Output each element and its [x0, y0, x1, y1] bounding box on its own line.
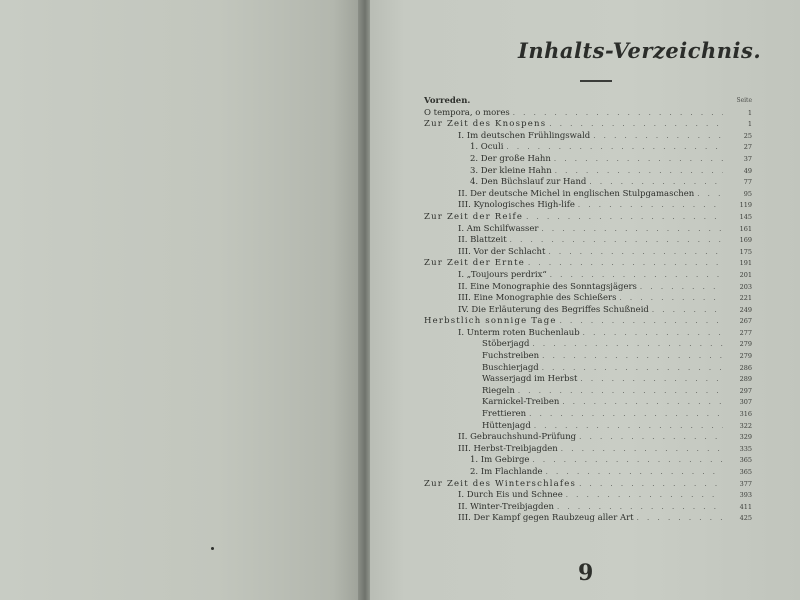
- toc-entry-page: 161: [739, 224, 752, 233]
- toc-entry: [424, 189, 752, 201]
- toc-leader-dots: [579, 433, 723, 441]
- toc-leader-dots: [526, 213, 723, 221]
- toc-leader-dots: [589, 178, 723, 186]
- toc-leader-dots: [550, 271, 723, 279]
- toc-title: Inhalts-Verzeichnis.: [518, 38, 762, 63]
- toc-leader-dots: [532, 340, 723, 348]
- toc-leader-dots: [529, 410, 723, 418]
- toc-entry-page: 377: [739, 479, 752, 488]
- toc-entry: [424, 386, 752, 398]
- toc-entry: [424, 479, 752, 491]
- toc-leader-dots: [542, 352, 723, 360]
- toc-leader-dots: [546, 468, 723, 476]
- toc-leader-dots: [542, 364, 723, 372]
- toc-entry: [424, 166, 752, 178]
- toc-entry-title: Stöberjagd: [482, 339, 530, 350]
- toc-leader-dots: [640, 283, 723, 291]
- toc-entry-title: O tempora, o mores: [424, 107, 510, 118]
- toc-entry-title: III. Kynologisches High-life: [458, 200, 575, 211]
- toc-entry-page: 191: [739, 259, 752, 268]
- toc-entry: [424, 305, 752, 317]
- toc-entry-page: 77: [743, 178, 752, 187]
- toc-entry-page: 249: [739, 305, 752, 314]
- toc-entry-title: Riegeln: [482, 385, 515, 396]
- toc-entry-title: Zur Zeit des Knospens: [424, 119, 547, 130]
- toc-entry: [424, 467, 752, 479]
- toc-entry-title: Frettieren: [482, 409, 527, 420]
- toc-entry: [424, 455, 752, 467]
- toc-leader-dots: [513, 109, 723, 117]
- toc-leader-dots: [583, 329, 723, 337]
- toc-leader-dots: [619, 294, 723, 302]
- toc-leader-dots: [506, 143, 723, 151]
- toc-leader-dots: [637, 514, 723, 522]
- toc-leader-dots: [528, 259, 723, 267]
- toc-entry-title: 3. Der kleine Hahn: [470, 165, 552, 176]
- paper-speck: [211, 547, 214, 550]
- toc-entry-page: 267: [739, 317, 752, 326]
- toc-leader-dots: [561, 445, 723, 453]
- toc-entry-page: 316: [739, 410, 752, 419]
- toc-entry: [424, 270, 752, 282]
- toc-entry-page: 279: [739, 340, 752, 349]
- toc-entry-title: II. Blattzeit: [458, 235, 507, 246]
- toc-entry: [424, 316, 752, 328]
- toc-entry-page: 393: [739, 491, 752, 500]
- toc-leader-dots: [555, 167, 723, 175]
- toc-leader-dots: [557, 503, 723, 511]
- toc-leader-dots: [532, 456, 723, 464]
- toc-entry: [424, 421, 752, 433]
- toc-entry-page: 289: [739, 375, 752, 384]
- toc-entry: [424, 96, 752, 108]
- toc-entry-title: 1. Im Gebirge: [470, 455, 530, 466]
- toc-entry-title: 2. Der große Hahn: [470, 153, 551, 164]
- toc-entry: [424, 224, 752, 236]
- toc-entry-page: 279: [739, 352, 752, 361]
- toc-entry-page: 175: [739, 247, 752, 256]
- left-page: [0, 0, 362, 600]
- toc-entry-page: 307: [739, 398, 752, 407]
- page-column-header: Seite: [736, 97, 752, 104]
- toc-leader-dots: [697, 190, 723, 198]
- toc-entry-page: 201: [739, 270, 752, 279]
- toc-entry-page: 286: [739, 363, 752, 372]
- toc-entry-title: III. Herbst-Treibjagden: [458, 443, 558, 454]
- toc-entry-page: 27: [743, 143, 752, 152]
- toc-entry-title: Vorreden.: [424, 96, 471, 106]
- toc-entry-title: 2. Im Flachlande: [470, 467, 543, 477]
- toc-leader-dots: [554, 155, 723, 163]
- toc-entry-page: 329: [739, 433, 752, 442]
- toc-entry-title: IV. Die Erläuterung des Begriffes Schußneid: [458, 304, 649, 315]
- toc-entry: [424, 235, 752, 247]
- toc-entry: [424, 142, 752, 154]
- toc-entry-title: Hüttenjagd: [482, 420, 531, 431]
- toc-entry: [424, 363, 752, 375]
- toc-entry: [424, 108, 752, 120]
- toc-entry: [424, 131, 752, 143]
- toc-entry: [424, 282, 752, 294]
- toc-entry-page: 37: [743, 154, 752, 163]
- toc-entry-title: I. Am Schilfwasser: [458, 223, 539, 234]
- title-ornament-rule: [580, 80, 612, 82]
- toc-entry-title: Karnickel-Treiben: [482, 397, 560, 408]
- toc-entry: [424, 444, 752, 456]
- toc-entry-title: I. „Toujours perdrix“: [458, 269, 547, 280]
- toc-entry-page: 119: [739, 201, 752, 210]
- toc-leader-dots: [578, 201, 723, 209]
- toc-entry-page: 221: [739, 294, 752, 303]
- toc-entry-title: II. Gebrauchshund-Prüfung: [458, 432, 577, 443]
- toc-entry-page: 1: [747, 108, 752, 117]
- toc-leader-dots: [562, 398, 723, 406]
- toc-entry-title: 1. Oculi: [470, 142, 504, 153]
- toc-entry-page: 25: [743, 131, 752, 140]
- toc-leader-dots: [518, 387, 723, 395]
- toc-entry-page: 365: [739, 468, 752, 476]
- toc-entry: [424, 397, 752, 409]
- toc-entry: [424, 119, 752, 131]
- toc-entry: [424, 339, 752, 351]
- toc-entry: [424, 154, 752, 166]
- toc-entry: [424, 247, 752, 259]
- toc-leader-dots: [652, 306, 723, 314]
- toc-entry: [424, 374, 752, 386]
- toc-entry-title: 4. Den Büchslauf zur Hand: [470, 177, 587, 188]
- toc-entry-title: III. Eine Monographie des Schießers: [458, 293, 617, 304]
- table-of-contents: [424, 96, 752, 525]
- toc-entry-title: Zur Zeit des Winterschlafes: [424, 478, 577, 489]
- toc-leader-dots: [579, 480, 723, 488]
- toc-leader-dots: [566, 491, 723, 499]
- toc-entry-title: II. Der deutsche Michel in englischen Stulpgamaschen: [458, 188, 695, 199]
- toc-entry-title: I. Durch Eis und Schnee: [458, 490, 563, 501]
- toc-entry-title: II. Winter-Treibjagden: [458, 501, 554, 512]
- toc-entry-title: Herbstlich sonnige Tage: [424, 316, 557, 327]
- toc-entry-page: 145: [739, 212, 752, 221]
- toc-entry-page: 203: [739, 282, 752, 291]
- toc-entry-title: Fuchstreiben: [482, 351, 540, 362]
- toc-leader-dots: [548, 248, 723, 256]
- toc-entry-page: 322: [739, 421, 752, 430]
- signature-mark: 9: [578, 560, 594, 586]
- toc-entry: [424, 293, 752, 305]
- toc-entry: [424, 490, 752, 502]
- toc-entry-title: I. Im deutschen Frühlingswald: [458, 130, 591, 141]
- toc-entry: [424, 200, 752, 212]
- toc-entry-title: Buschierjagd: [482, 362, 539, 373]
- toc-entry: [424, 351, 752, 363]
- toc-leader-dots: [510, 236, 723, 244]
- toc-entry-page: 1: [747, 120, 752, 129]
- toc-entry-page: 169: [739, 236, 752, 245]
- toc-entry-page: 365: [739, 456, 752, 465]
- toc-entry-title: Wasserjagd im Herbst: [482, 374, 578, 385]
- toc-leader-dots: [541, 225, 723, 233]
- toc-entry-page: 297: [739, 386, 752, 395]
- toc-leader-dots: [593, 132, 723, 140]
- toc-entry: [424, 513, 752, 525]
- toc-entry-title: III. Der Kampf gegen Raubzeug aller Art: [458, 513, 634, 524]
- toc-entry: [424, 177, 752, 189]
- toc-entry: [424, 409, 752, 421]
- toc-entry-title: Zur Zeit der Ernte: [424, 258, 525, 269]
- toc-entry-title: III. Vor der Schlacht: [458, 246, 546, 257]
- toc-leader-dots: [549, 120, 723, 128]
- toc-leader-dots: [534, 422, 723, 430]
- toc-entry-title: I. Unterm roten Buchenlaub: [458, 327, 580, 338]
- toc-entry-title: Zur Zeit der Reife: [424, 211, 524, 222]
- toc-entry-page: 49: [743, 166, 752, 175]
- toc-leader-dots: [580, 375, 723, 383]
- toc-entry-page: 277: [739, 328, 752, 337]
- toc-entry-page: 425: [739, 514, 752, 523]
- toc-entry: [424, 502, 752, 514]
- toc-entry-title: II. Eine Monographie des Sonntagsjägers: [458, 281, 637, 292]
- toc-entry: [424, 328, 752, 340]
- toc-entry-page: 335: [739, 444, 752, 453]
- toc-entry: [424, 258, 752, 270]
- toc-entry: [424, 212, 752, 224]
- toc-entry: [424, 432, 752, 444]
- toc-leader-dots: [560, 317, 723, 325]
- toc-entry-page: 95: [743, 189, 752, 198]
- toc-entry-page: 411: [739, 502, 752, 511]
